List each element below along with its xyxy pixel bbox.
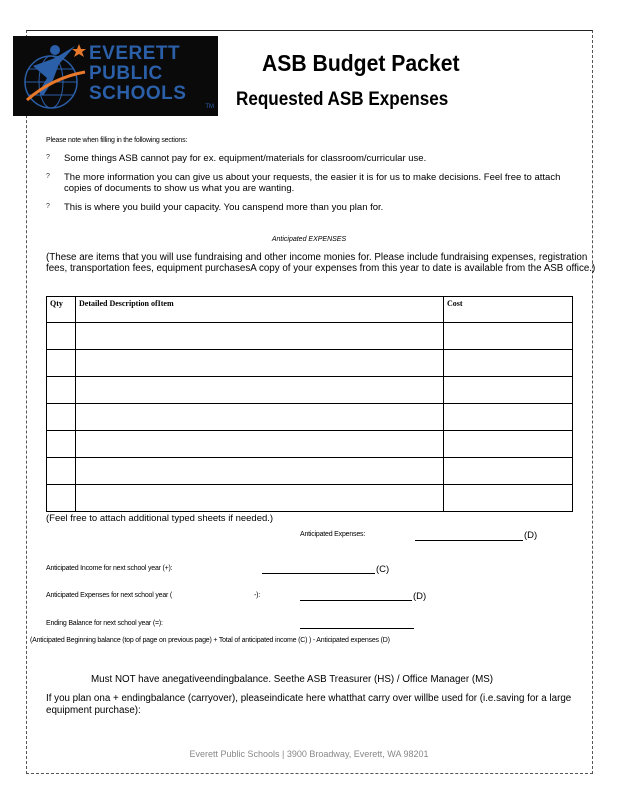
qty-cell[interactable] bbox=[47, 377, 76, 404]
note-header: Please note when filling in the following sections: bbox=[46, 137, 188, 144]
anticipated-expenses-code: (D) bbox=[524, 530, 538, 541]
ending-balance-label: Ending Balance for next school year (=): bbox=[46, 620, 163, 627]
cost-cell[interactable] bbox=[444, 377, 573, 404]
table-row bbox=[47, 458, 573, 485]
table-row bbox=[47, 350, 573, 377]
expenses-next-label: Anticipated Expenses for next school year ( bbox=[46, 592, 173, 599]
qty-cell[interactable] bbox=[47, 458, 76, 485]
cost-cell[interactable] bbox=[444, 404, 573, 431]
section-label: Anticipated EXPENSES bbox=[271, 236, 347, 243]
income-field[interactable] bbox=[262, 573, 375, 574]
description-header: Detailed Description ofItem bbox=[76, 297, 444, 323]
table-row bbox=[47, 404, 573, 431]
page-footer: Everett Public Schools | 3900 Broadway, Everett, WA 98201 bbox=[189, 749, 429, 759]
description-cell[interactable] bbox=[76, 404, 444, 431]
cost-cell[interactable] bbox=[444, 485, 573, 512]
description-cell[interactable] bbox=[76, 377, 444, 404]
logo-wordmark bbox=[89, 44, 186, 104]
description-cell[interactable] bbox=[76, 350, 444, 377]
bullet-text-1: Some things ASB cannot pay for ex. equipment/materials for classroom/curricular use. bbox=[64, 153, 427, 164]
qty-cell[interactable] bbox=[47, 431, 76, 458]
anticipated-expenses-label: Anticipated Expenses: bbox=[300, 531, 366, 538]
everett-logo bbox=[13, 36, 218, 116]
table-row bbox=[47, 431, 573, 458]
qty-header: Qty bbox=[47, 297, 76, 323]
table-header-row bbox=[47, 297, 573, 323]
qty-cell[interactable] bbox=[47, 485, 76, 512]
ending-balance-formula: (Anticipated Beginning balance (top of page on previous page) + Total of anticipated income (C) ) - Anticipated expenses (D) bbox=[30, 637, 390, 644]
ending-balance-field[interactable] bbox=[300, 628, 414, 629]
logo-line-3: SCHOOLS bbox=[89, 83, 187, 104]
table-row bbox=[47, 377, 573, 404]
qty-cell[interactable] bbox=[47, 350, 76, 377]
anticipated-expenses-field[interactable] bbox=[415, 540, 523, 541]
description-cell[interactable] bbox=[76, 458, 444, 485]
bullet-text-3: This is where you build your capacity. You canspend more than you plan for. bbox=[64, 202, 384, 213]
income-code: (C) bbox=[376, 564, 390, 575]
page-subtitle: Requested ASB Expenses bbox=[236, 89, 449, 110]
expenses-table bbox=[46, 296, 573, 512]
bullet-mark-2: ? bbox=[46, 173, 50, 180]
expenses-next-field[interactable] bbox=[300, 600, 412, 601]
cost-cell[interactable] bbox=[444, 458, 573, 485]
expenses-intro: (These are items that you will use fundraising and other income monies for. Please include fundraising expenses, registration fees, transportation fees, equipment purchasesA copy of your expenses from this year to date is available from the ASB office.) bbox=[46, 252, 596, 274]
bullet-mark-3: ? bbox=[46, 203, 50, 210]
bullet-mark-1: ? bbox=[46, 154, 50, 161]
qty-cell[interactable] bbox=[47, 404, 76, 431]
description-cell[interactable] bbox=[76, 431, 444, 458]
logo-trademark: TM bbox=[205, 104, 214, 110]
cost-header: Cost bbox=[444, 297, 573, 323]
description-cell[interactable] bbox=[76, 485, 444, 512]
cost-cell[interactable] bbox=[444, 431, 573, 458]
expenses-next-sign: -): bbox=[254, 592, 261, 599]
logo-line-1: EVERETT bbox=[89, 43, 181, 64]
description-cell[interactable] bbox=[76, 323, 444, 350]
attach-note: (Feel free to attach additional typed sheets if needed.) bbox=[46, 513, 274, 524]
qty-cell[interactable] bbox=[47, 323, 76, 350]
cost-cell[interactable] bbox=[444, 350, 573, 377]
table-row bbox=[47, 323, 573, 350]
negative-balance-note: Must NOT have anegativeendingbalance. Seethe ASB Treasurer (HS) / Office Manager (MS) bbox=[91, 674, 494, 685]
table-row bbox=[47, 485, 573, 512]
expenses-next-code: (D) bbox=[413, 591, 427, 602]
cost-cell[interactable] bbox=[444, 323, 573, 350]
bullet-text-2: The more information you can give us about your requests, the easier it is for us to make decisions. Feel free to attach copies of documents to show us what you are wanting. bbox=[64, 172, 561, 194]
income-label: Anticipated Income for next school year (+): bbox=[46, 565, 173, 572]
carryover-note: If you plan ona + endingbalance (carryover), pleaseindicate here whatthat carry over willbe used for (i.e.saving for a large equipment purchase): bbox=[46, 693, 572, 716]
page-title: ASB Budget Packet bbox=[262, 50, 460, 76]
logo-line-2: PUBLIC bbox=[89, 63, 163, 84]
